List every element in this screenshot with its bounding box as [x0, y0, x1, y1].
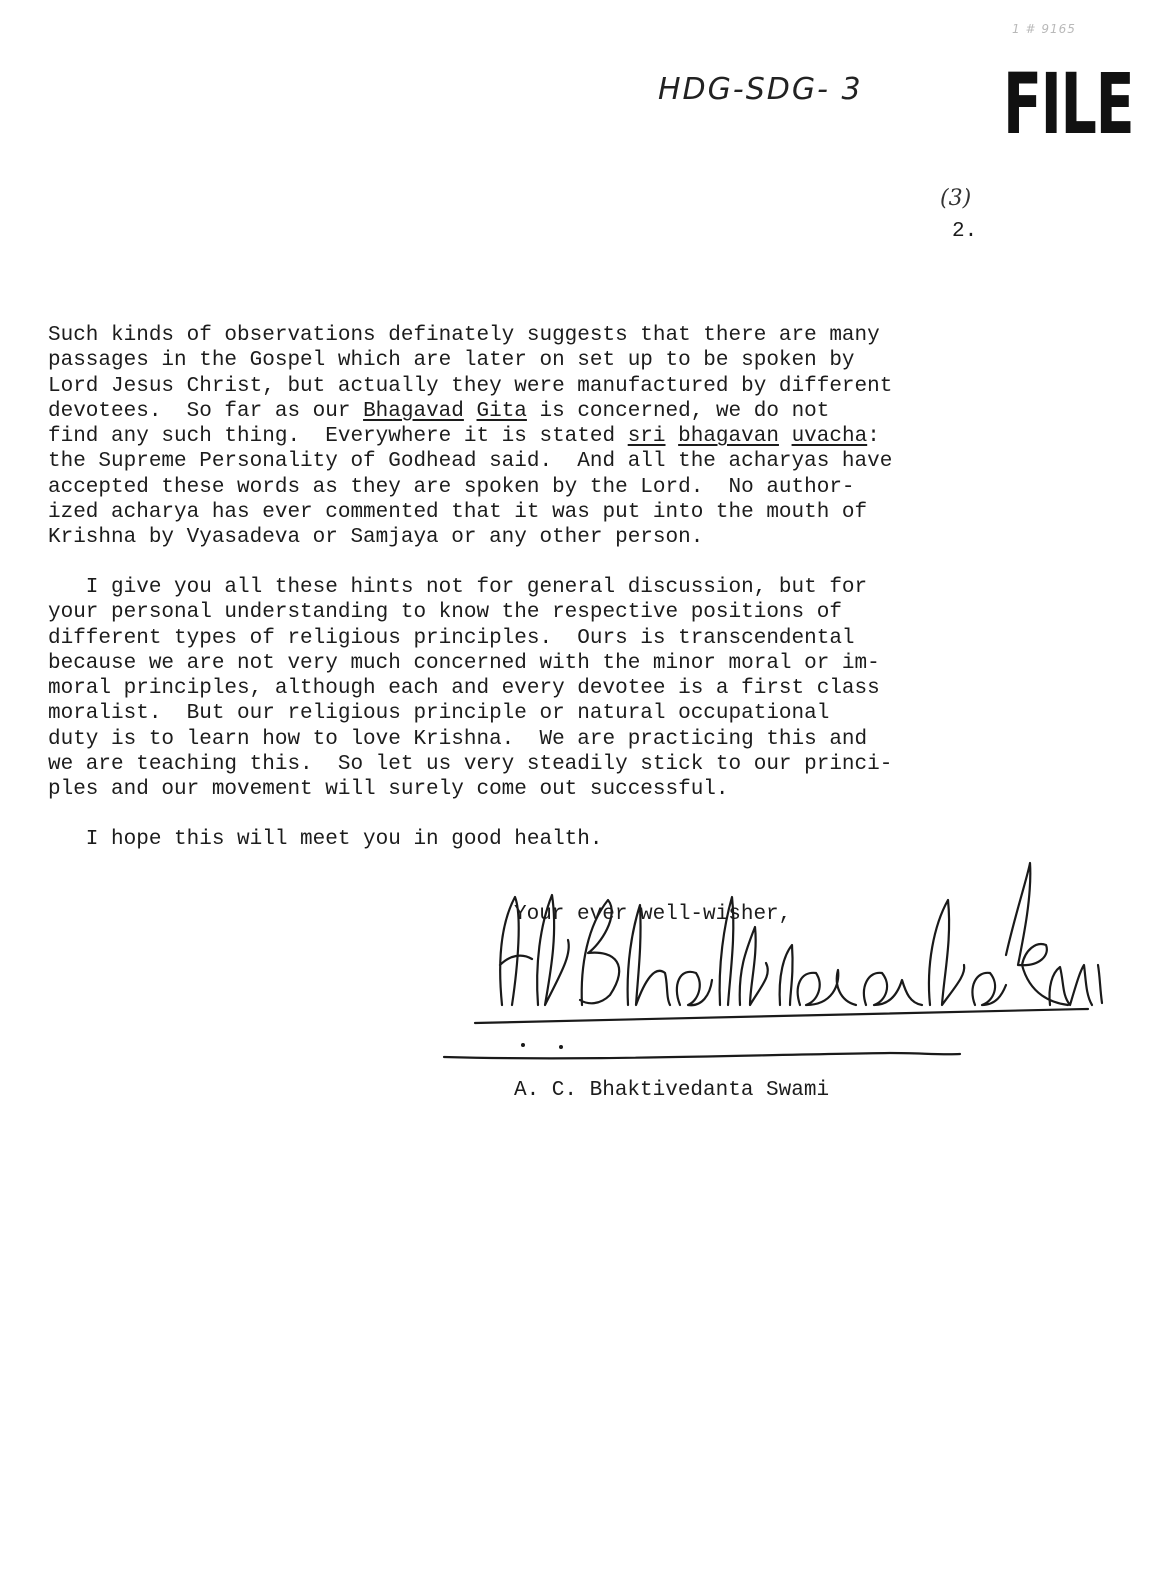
- term-bhagavan: bhagavan: [678, 425, 779, 449]
- letter-paragraph-3: I hope this will meet you in good health.: [48, 828, 603, 851]
- signer-name: A. C. Bhaktivedanta Swami: [514, 1079, 830, 1102]
- closing-salutation: Your ever well-wisher,: [514, 903, 792, 926]
- page-number: 2.: [952, 220, 978, 243]
- term-bhagavad: Bhagavad: [363, 399, 464, 423]
- letter-paragraph-2: I give you all these hints not for general discussion, but for your personal understanding to know the respective positions of different types of religious principles. Ours is transcendental because we are not very much concerned with the minor moral or im- moral principles, although each and every devotee is a first class moralist. But our religious principle or natural occupational duty is to learn how to love Krishna. We are practicing this and we are teaching this. So let us very steadily stick to our princi- ples and our movement will surely come out successful.: [48, 576, 893, 802]
- handwritten-file-code: HDG-SDG- 3: [658, 72, 863, 107]
- paragraph-1-text-c: : the Supreme Personality of Godhead said. And all the acharyas have accepted these words as they are spoken by the Lord. No author- ized acharya has ever commented that it was put into the mouth of Krishna by Vyasadeva or Samjaya or any other person.: [48, 425, 893, 550]
- space: [779, 425, 792, 448]
- paragraph-1-text-b: is concerned, we do not find any such thing. Everywhere it is stated: [48, 399, 830, 449]
- handwritten-signature: [440, 855, 1110, 1075]
- space: [464, 400, 477, 423]
- corner-archive-stamp: 1 # 9165: [1012, 22, 1076, 36]
- handwritten-page-mark: (3): [940, 186, 972, 211]
- letter-paragraph-1: [48, 323, 892, 551]
- space: [666, 425, 679, 448]
- paragraph-1-text-a: Such kinds of observations definately suggests that there are many passages in the Gospel which are later on set up to be spoken by Lord Jesus Christ, but actually they were manufactured by different devotees. So far as our: [48, 324, 893, 423]
- term-sri: sri: [627, 425, 666, 449]
- term-gita: Gita: [476, 399, 527, 423]
- file-stamp: FILE: [1003, 55, 1134, 153]
- term-uvacha: uvacha: [791, 425, 868, 449]
